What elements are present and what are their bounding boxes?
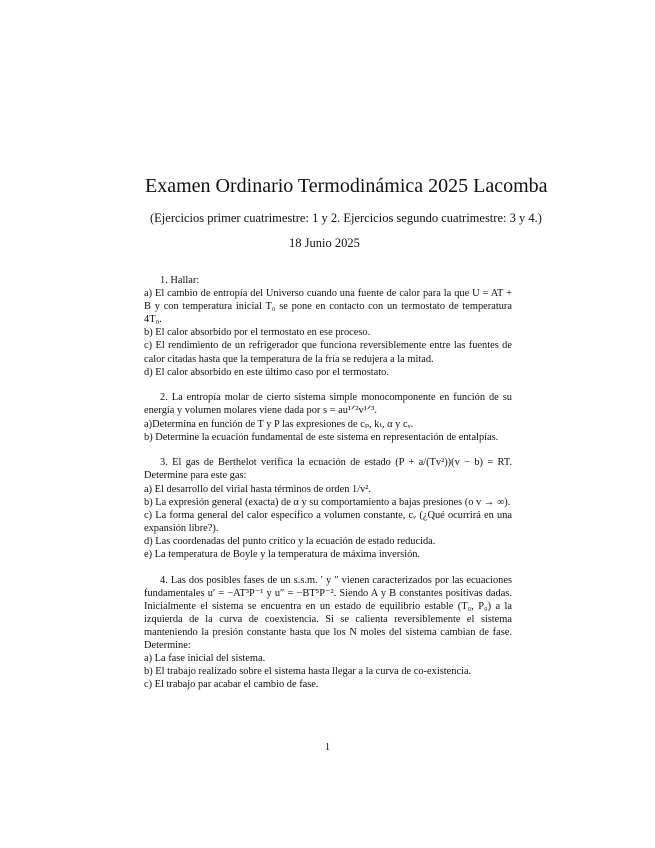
problem-1-item-d: d) El calor absorbido en este último caso por el termostato. xyxy=(144,366,389,378)
problem-2 xyxy=(144,391,512,443)
problem-3-item-d: d) Las coordenadas del punto crítico y la ecuación de estado reducida. xyxy=(144,535,436,547)
problem-3-item-b: b) La expresión general (exacta) de α y su comportamiento a bajas presiones (o v → ∞). xyxy=(144,496,511,508)
problem-4-item-b: b) El trabajo realizado sobre el sistema hasta llegar a la curva de co-existencia. xyxy=(144,666,472,678)
problem-3-item-c: c) La forma general del calor específico a volumen constante, cᵥ (¿Qué ocurrirá en una expansión libre?). xyxy=(144,509,512,534)
problem-1 xyxy=(144,274,512,379)
exam-subtitle: (Ejercicios primer cuatrimestre: 1 y 2. Ejercicios segundo cuatrimestre: 3 y 4.) xyxy=(150,211,542,225)
problem-4-item-c: c) El trabajo par acabar el cambio de fase. xyxy=(144,679,319,691)
problem-2-item-a: a)Determina en función de T y P las expresiones de cₚ, kₜ, α y cᵥ. xyxy=(144,418,414,430)
page-number: 1 xyxy=(324,742,331,753)
problem-4-lead: 4. Las dos posibles fases de un s.s.m. ′ y ″ vienen caracterizados por las ecuaciones fundamentales u′ = −AT³P⁻¹ y u″ = −BT⁵P⁻². Siendo A y B constantes positivas dadas. Inicialmente el sistema se encuentra en un estado de equilibrio estable (T₀, P₀) a la izquierda de la curva de coexistencia. Si se calienta reversiblemente el sistema manteniendo la presión constante hasta que los N moles del sistema cambian de fase. Determine: xyxy=(144,574,512,652)
problem-1-item-b: b) El calor absorbido por el termostato en ese proceso. xyxy=(144,327,371,339)
problem-4 xyxy=(144,574,512,692)
problem-3-item-e: e) La temperatura de Boyle y la temperatura de máxima inversión. xyxy=(144,548,421,560)
problem-4-item-a: a) La fase inicial del sistema. xyxy=(144,653,266,665)
problem-3-lead: 3. El gas de Berthelot verifica la ecuación de estado (P + a/(Tv²))(v − b) = RT. Determine para este gas: xyxy=(144,457,512,482)
problem-1-lead: 1. Hallar: xyxy=(160,275,200,286)
problem-2-lead: 2. La entropía molar de cierto sistema simple monocomponente en función de su energía y volumen molares viene dada por s = au¹ᐟ²v¹ᐟ³. xyxy=(144,392,512,417)
problem-3-item-a: a) El desarrollo del virial hasta términos de orden 1/v². xyxy=(144,483,372,495)
problem-2-item-b: b) Determine la ecuación fundamental de este sistema en representación de entalpías. xyxy=(144,431,499,443)
problem-1-item-c: c) El rendimiento de un refrigerador que funciona reversiblemente entre las fuentes de calor citadas hasta que la temperatura de la fría se redujera a la mitad. xyxy=(144,340,512,365)
problem-3 xyxy=(144,456,512,561)
problem-1-item-a: a) El cambio de entropía del Universo cuando una fuente de calor para la que U = AT + B y con temperatura inicial T₀ se pone en contacto con un termostato de temperatura 4T₀. xyxy=(144,288,512,326)
page-title: Examen Ordinario Termodinámica 2025 Lacomba xyxy=(145,175,548,197)
problems-list xyxy=(144,274,512,704)
exam-date: 18 Junio 2025 xyxy=(289,236,360,250)
